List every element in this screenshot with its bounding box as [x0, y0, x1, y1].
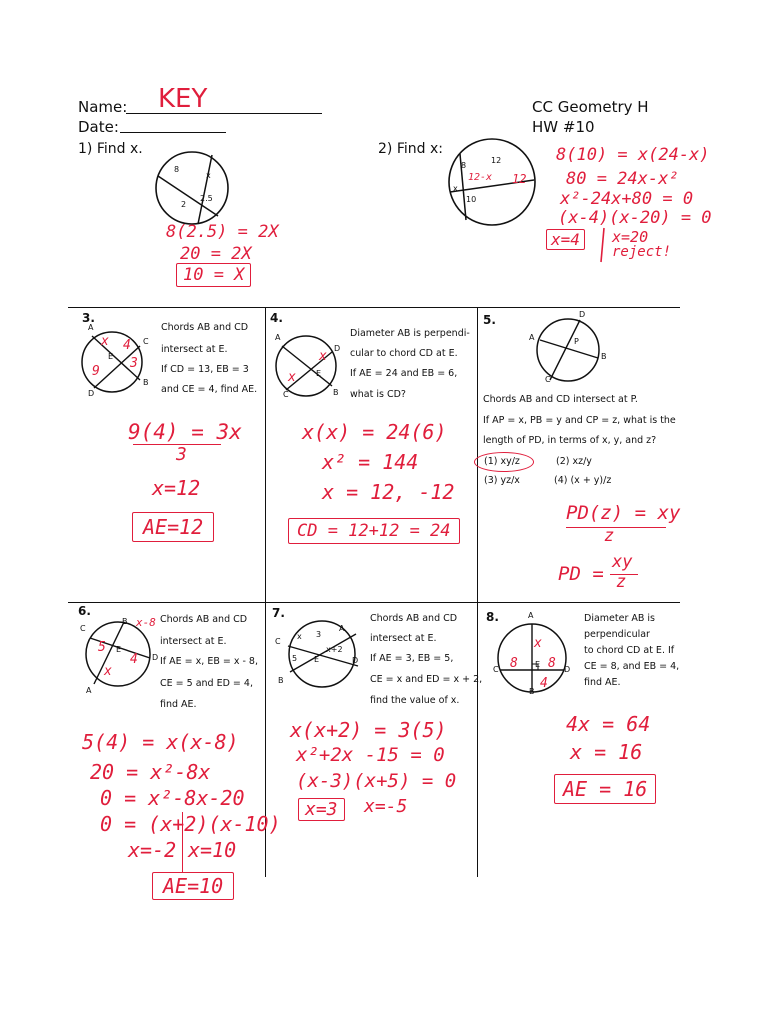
p3-number: 3. — [82, 311, 95, 325]
p6-text-5: find AE. — [160, 699, 197, 710]
p7-number: 7. — [272, 606, 285, 620]
p5-number: 5. — [483, 313, 496, 327]
p5-label-C: C — [545, 375, 551, 384]
p6-text-3: If AE = x, EB = x - 8, — [160, 656, 259, 667]
p6-work-3: 0 = x²-8x-20 — [100, 786, 245, 810]
p3-red-3: 3 — [130, 356, 138, 371]
p7-label-A: A — [339, 624, 345, 633]
p8-number: 8. — [486, 610, 499, 624]
p4-label-B: B — [333, 388, 339, 397]
p5-choice-circle — [474, 452, 534, 472]
p1-title: 1) Find x. — [78, 141, 143, 157]
p8-label-C: C — [493, 665, 499, 674]
p2-label-12-x: 12-x — [468, 172, 493, 183]
date-line — [120, 132, 226, 133]
p3-label-A: A — [88, 323, 94, 332]
p6-label-B: B — [122, 617, 128, 626]
p3-red-9: 9 — [92, 364, 100, 379]
p3-text-2: intersect at E. — [161, 344, 228, 355]
p7-label-C: C — [275, 637, 281, 646]
p2-work-4: (x-4)(x-20) = 0 — [558, 208, 712, 228]
p2-reject-bracket — [598, 226, 668, 266]
p7-label-E: E — [314, 655, 320, 664]
p8-text-3: to chord CD at E. If — [584, 645, 675, 656]
p4-label-D: D — [334, 344, 341, 353]
p6-text-1: Chords AB and CD — [160, 614, 248, 625]
p4-answer: CD = 12+12 = 24 — [288, 518, 460, 544]
p1-label-x: x — [206, 171, 211, 180]
p2-answer: x=4 — [546, 229, 585, 250]
p7-label-x2: x+2 — [326, 645, 343, 654]
p2-work-x20: x=20 — [612, 228, 649, 246]
p3-text-3: If CD = 13, EB = 3 — [161, 364, 249, 375]
p6-work-x-10: x=10 — [188, 838, 237, 862]
p7-work-2: x²+2x -15 = 0 — [296, 744, 445, 766]
hw-title: HW #10 — [532, 118, 595, 136]
p8-answer: AE = 16 — [554, 774, 656, 804]
name-label: Name: — [78, 98, 128, 116]
p8-red-8a: 8 — [510, 656, 518, 671]
name-value: KEY — [158, 84, 208, 114]
p7-work-3: (x-3)(x+5) = 0 — [296, 770, 457, 792]
p3-label-B: B — [143, 378, 149, 387]
p8-text-1: Diameter AB is — [584, 613, 655, 624]
p4-text-4: what is CD? — [350, 389, 406, 400]
p8-label-A: A — [528, 611, 534, 620]
p5-text-1: Chords AB and CD intersect at P. — [483, 394, 638, 405]
course-title: CC Geometry H — [532, 98, 649, 116]
p4-work-1: x(x) = 24(6) — [302, 420, 447, 444]
p6-red-x: x — [104, 664, 112, 679]
p6-red-4: 4 — [130, 652, 138, 667]
p6-answer: AE=10 — [152, 872, 234, 900]
p6-divider-stroke — [182, 812, 183, 872]
p6-red-x-8: x-8 — [136, 616, 156, 629]
p5-circle-diagram — [530, 312, 610, 390]
p3-text-1: Chords AB and CD — [161, 322, 249, 333]
p7-work-x-neg5: x=-5 — [364, 796, 408, 817]
p6-label-A: A — [86, 686, 92, 695]
p3-work-denominator: 3 — [176, 444, 187, 465]
p2-label-red-12: 12 — [512, 172, 527, 186]
p3-text-4: and CE = 4, find AE. — [161, 384, 258, 395]
p6-work-2: 20 = x²-8x — [90, 760, 211, 784]
p7-text-1: Chords AB and CD — [370, 613, 458, 624]
p6-label-E: E — [116, 645, 122, 654]
p8-red-4: 4 — [540, 676, 548, 691]
p4-text-3: If AE = 24 and EB = 6, — [350, 368, 458, 379]
p3-answer: AE=12 — [132, 512, 214, 542]
p7-work-1: x(x+2) = 3(5) — [290, 718, 447, 742]
p2-work-1: 8(10) = x(24-x) — [556, 145, 710, 165]
p4-label-C: C — [283, 390, 289, 399]
p8-label-D: D — [564, 665, 571, 674]
p5-fraction-bar-1 — [566, 527, 666, 528]
p2-label-10: 10 — [466, 195, 477, 204]
p8-red-x: x — [534, 636, 542, 651]
p6-red-5: 5 — [98, 640, 106, 655]
p1-work-1: 8(2.5) = 2X — [166, 222, 279, 242]
p3-red-x: x — [101, 334, 109, 349]
p6-work-x-neg2: x=-2 — [128, 838, 177, 862]
p8-text-5: find AE. — [584, 677, 621, 688]
p7-text-5: find the value of x. — [370, 695, 460, 706]
p7-label-x: x — [297, 632, 302, 641]
p3-work-2: x=12 — [152, 476, 201, 500]
p6-label-D: D — [152, 653, 159, 662]
p1-work-2: 20 = 2X — [180, 244, 252, 264]
p5-choice-1: (1) xy/z — [484, 456, 520, 467]
p4-label-A: A — [275, 333, 281, 342]
p6-number: 6. — [78, 604, 91, 618]
p6-label-C: C — [80, 624, 86, 633]
p2-title: 2) Find x: — [378, 141, 443, 157]
p4-text-1: Diameter AB is perpendi- — [350, 328, 470, 339]
p8-label-B: B — [529, 687, 535, 696]
p7-text-3: If AE = 3, EB = 5, — [370, 653, 454, 664]
p2-label-x: x — [453, 184, 458, 193]
p5-label-A: A — [529, 333, 535, 342]
p2-label-12: 12 — [491, 156, 502, 165]
p8-work-2: x = 16 — [570, 740, 643, 764]
p2-work-3: x²-24x+80 = 0 — [560, 189, 694, 209]
p5-choice-2: (2) xz/y — [556, 456, 592, 467]
p6-text-4: CE = 5 and ED = 4, — [160, 678, 253, 689]
p4-red-x1: x — [319, 349, 327, 364]
p5-work-den-2: z — [616, 572, 627, 592]
p5-label-B: B — [601, 352, 607, 361]
p7-label-5: 5 — [292, 654, 298, 663]
grid-line-col1 — [265, 307, 266, 877]
p6-text-2: intersect at E. — [160, 636, 227, 647]
p5-choice-4: (4) (x + y)/z — [554, 475, 612, 486]
p5-work-1: PD(z) = xy — [566, 502, 681, 524]
p6-work-4: 0 = (x+2)(x-10) — [100, 812, 281, 836]
p3-label-D: D — [88, 389, 95, 398]
p7-label-3: 3 — [316, 630, 322, 639]
p7-label-B: B — [278, 676, 284, 685]
p5-work-den: z — [604, 526, 615, 546]
p1-answer: 10 = X — [176, 263, 251, 287]
p2-label-8: 8 — [461, 161, 467, 170]
p5-work-num: xy — [612, 552, 633, 572]
p4-red-x2: x — [288, 370, 296, 385]
p1-label-2: 2 — [181, 200, 187, 209]
p5-work-2: PD = — [558, 563, 604, 585]
p5-text-2: If AP = x, PB = y and CP = z, what is the — [483, 415, 676, 426]
p8-text-4: CE = 8, and EB = 4, — [584, 661, 680, 672]
p6-work-1: 5(4) = x(x-8) — [82, 730, 239, 754]
p7-text-4: CE = x and ED = x + 2, — [370, 674, 483, 685]
p5-label-D: D — [579, 310, 586, 319]
p3-label-E: E — [108, 352, 114, 361]
p4-work-2: x² = 144 — [322, 450, 419, 474]
p8-circle-diagram — [494, 614, 574, 698]
p3-work-1: 9(4) = 3x — [128, 420, 242, 444]
p4-work-3: x = 12, -12 — [322, 480, 455, 504]
p5-choice-3: (3) yz/x — [484, 475, 520, 486]
p1-label-8: 8 — [174, 165, 180, 174]
p4-label-E: E — [316, 369, 322, 378]
p4-number: 4. — [270, 311, 283, 325]
p7-answer: x=3 — [298, 798, 345, 821]
p5-label-P: P — [574, 337, 579, 346]
p4-text-2: cular to chord CD at E. — [350, 348, 458, 359]
p3-label-C: C — [143, 337, 149, 346]
p8-work-1: 4x = 64 — [566, 712, 651, 736]
p3-circle-diagram — [74, 324, 154, 396]
p7-label-D: D — [352, 656, 359, 665]
grid-line-top — [68, 307, 680, 308]
p2-work-reject: reject! — [612, 244, 672, 260]
p8-red-8b: 8 — [548, 656, 556, 671]
p1-label-2-5: 2.5 — [200, 194, 213, 203]
p7-text-2: intersect at E. — [370, 633, 437, 644]
grid-line-col2 — [477, 307, 478, 877]
p1-circle-diagram — [140, 146, 250, 230]
p8-label-E: E — [535, 660, 541, 669]
grid-line-middle — [68, 602, 680, 603]
p5-text-3: length of PD, in terms of x, y, and z? — [483, 435, 657, 446]
p8-text-2: perpendicular — [584, 629, 650, 640]
date-label: Date: — [78, 118, 119, 136]
name-line — [126, 113, 322, 114]
p2-work-2: 80 = 24x-x² — [566, 169, 679, 189]
p3-red-4: 4 — [123, 338, 131, 353]
